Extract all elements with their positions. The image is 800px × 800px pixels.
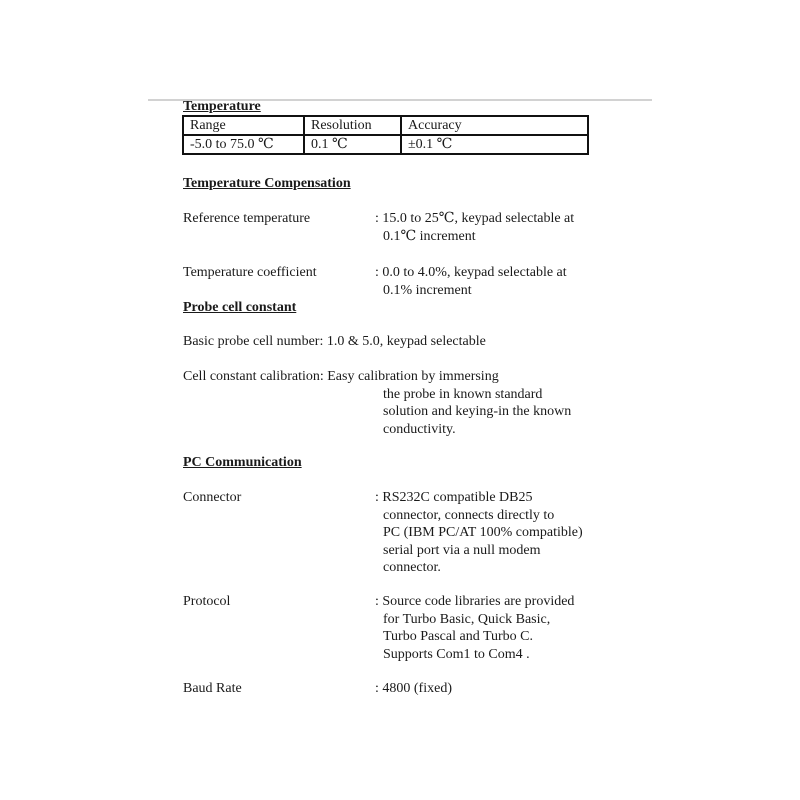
table-header-accuracy: Accuracy — [401, 116, 588, 135]
reference-temperature-value — [375, 210, 574, 245]
table-cell-accuracy: ±0.1 ℃ — [401, 135, 588, 154]
calibration-line-3: solution and keying-in the known — [383, 404, 572, 419]
connector-line-2: connector, connects directly to — [383, 507, 555, 523]
calibration-line-4: conductivity. — [383, 421, 456, 437]
protocol-line-1: : Source code libraries are provided — [375, 594, 575, 609]
temperature-coefficient-line-2: 0.1% increment — [383, 282, 472, 298]
pc-communication-heading: PC Communication — [183, 455, 302, 470]
connector-line-1: : RS232C compatible DB25 — [375, 490, 533, 505]
cell-constant-calibration-continuation — [383, 386, 571, 439]
protocol-value — [375, 593, 574, 663]
probe-cell-constant-heading: Probe cell constant — [183, 300, 297, 315]
protocol-line-4: Supports Com1 to Com4 . — [383, 646, 530, 662]
temperature-spec-table — [182, 115, 589, 155]
baud-rate-label: Baud Rate — [183, 681, 242, 696]
cell-constant-calibration-line: Cell constant calibration: Easy calibration by immersing — [183, 369, 499, 384]
baud-rate-value: : 4800 (fixed) — [375, 681, 452, 696]
protocol-line-2: for Turbo Basic, Quick Basic, — [383, 611, 551, 627]
temperature-coefficient-value — [375, 264, 567, 299]
calibration-line-2: the probe in known standard — [383, 386, 543, 402]
reference-temperature-line-1: : 15.0 to 25℃, keypad selectable at — [375, 211, 575, 226]
table-header-range: Range — [183, 116, 304, 135]
table-cell-resolution: 0.1 ℃ — [304, 135, 401, 154]
connector-line-4: serial port via a null modem — [383, 542, 541, 558]
temperature-compensation-heading: Temperature Compensation — [183, 176, 351, 191]
reference-temperature-label: Reference temperature — [183, 211, 311, 226]
basic-probe-cell-line: Basic probe cell number: 1.0 & 5.0, keypad selectable — [183, 334, 486, 349]
table-header-row — [183, 116, 588, 135]
connector-value — [375, 489, 583, 577]
connector-line-5: connector. — [383, 560, 441, 575]
table-cell-range: -5.0 to 75.0 ℃ — [183, 135, 304, 154]
connector-label: Connector — [183, 490, 242, 505]
table-header-resolution: Resolution — [304, 116, 401, 135]
connector-line-3: PC (IBM PC/AT 100% compatible) — [383, 525, 583, 540]
reference-temperature-line-2: 0.1℃ increment — [383, 228, 476, 244]
protocol-line-3: Turbo Pascal and Turbo C. — [383, 629, 534, 644]
table-row — [183, 135, 588, 154]
temperature-heading: Temperature — [183, 99, 261, 114]
temperature-coefficient-label: Temperature coefficient — [183, 265, 317, 280]
protocol-label: Protocol — [183, 594, 231, 609]
temperature-coefficient-line-1: : 0.0 to 4.0%, keypad selectable at — [375, 265, 567, 280]
